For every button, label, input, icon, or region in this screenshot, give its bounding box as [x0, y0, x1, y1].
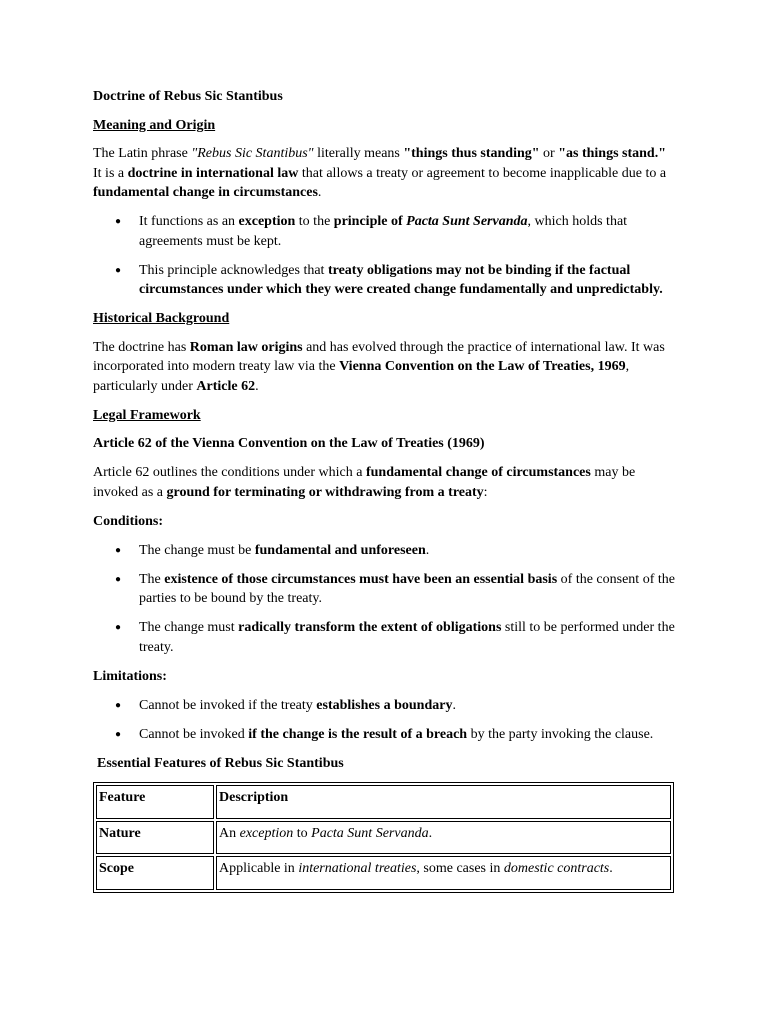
history-paragraph [93, 338, 678, 397]
bullet-icon: ● [115, 728, 122, 740]
text-run: existence of those circumstances must have been an essential basis [164, 571, 558, 587]
feature-cell: Nature [96, 821, 214, 855]
bullet-icon: ● [115, 544, 122, 556]
text-run: exception [239, 825, 294, 841]
meaning-paragraph [93, 144, 678, 203]
text-run: fundamental and unforeseen [254, 542, 426, 558]
text-run: Roman law origins [189, 339, 303, 355]
text-run: . [428, 825, 433, 841]
text-run: Pacta Sunt Servanda [406, 214, 528, 229]
text-run: "as things stand." [558, 146, 666, 161]
text-run: fundamental change of circumstances [365, 465, 591, 480]
list-item-text [139, 620, 675, 655]
text-run: to the [295, 214, 334, 229]
bullet-icon: ● [115, 573, 122, 585]
meaning-bullet-list [93, 212, 678, 300]
text-run: Cannot be invoked if the treaty [139, 697, 317, 713]
list-item-text [139, 698, 456, 713]
text-run: Article 62 [196, 378, 256, 394]
text-run: . [255, 378, 259, 394]
list-item [93, 725, 678, 745]
text-run: ground for terminating or withdrawing from a treaty [166, 484, 484, 500]
text-run: It is a [93, 165, 128, 181]
text-run: by the party invoking the clause. [467, 726, 654, 742]
text-run: if the change is the result of a breach [248, 726, 468, 742]
limitations-label: Limitations: [93, 668, 167, 684]
article-62-subheading: Article 62 of the Vienna Convention on the Law of Treaties (1969) [93, 436, 485, 451]
text-run: "Rebus Sic Stantibus" [191, 146, 314, 161]
text-run: The Latin phrase [93, 146, 192, 161]
text-run: Article 62 outlines the conditions under which a [93, 465, 366, 480]
text-run: treaty obligations may not be binding if the factual circumstances under which they were created change fundamentally and unpredictably. [139, 262, 663, 297]
text-run: The doctrine has [93, 339, 190, 355]
list-item [93, 541, 678, 561]
text-run: The [139, 571, 165, 587]
text-run: still to be performed under the treaty. [139, 620, 675, 655]
header-cell-description: Description [216, 785, 671, 819]
text-run: domestic contracts [503, 861, 610, 876]
text-run: The change must [139, 620, 239, 635]
table-row [96, 856, 671, 890]
document-title: Doctrine of Rebus Sic Stantibus [93, 89, 283, 104]
bullet-icon: ● [115, 216, 122, 227]
text-run: An [219, 825, 240, 841]
section-heading-history: Historical Background [93, 311, 230, 326]
list-item [93, 570, 678, 609]
list-item-text [139, 214, 627, 249]
text-run: It functions as an [139, 214, 239, 229]
section-heading-meaning: Meaning and Origin [93, 117, 216, 133]
text-run: exception [238, 214, 296, 229]
description-cell [216, 856, 671, 890]
list-item-text [139, 727, 653, 742]
text-run: principle of [333, 214, 407, 229]
list-item-text [139, 543, 429, 558]
bullet-icon: ● [115, 622, 122, 633]
list-item [93, 696, 678, 716]
text-run: and has evolved through the practice of international law. It was incorporated into modern treaty law via the [93, 339, 665, 374]
list-item [93, 618, 678, 657]
text-run: literally means [313, 146, 404, 161]
text-run: Applicable in [219, 861, 299, 876]
text-run: radically transform the extent of obligations [238, 620, 502, 635]
table-header-row [96, 785, 671, 819]
document-body [93, 87, 678, 893]
text-run: doctrine in international law [127, 165, 299, 181]
list-item-text [139, 263, 663, 298]
text-run: The change must be [139, 542, 255, 558]
limitations-list [93, 696, 678, 745]
text-run: . [609, 861, 613, 876]
text-run: that allows a treaty or agreement to become inapplicable due to a [298, 165, 667, 181]
text-run: Pacta Sunt Servanda [311, 825, 429, 841]
list-item [93, 212, 678, 251]
list-item [93, 261, 678, 300]
text-run: , some cases in [416, 861, 504, 876]
text-run: or [539, 146, 559, 161]
text-run: . [452, 697, 456, 713]
text-run: This principle acknowledges that [139, 262, 328, 278]
text-run: . [317, 185, 322, 200]
description-cell [216, 821, 671, 855]
text-run: may be invoked as a [93, 465, 636, 500]
text-run: to [293, 825, 312, 841]
text-run: international treaties [298, 861, 417, 876]
text-run: , particularly under [93, 359, 630, 394]
header-cell-feature: Feature [96, 785, 214, 819]
conditions-list [93, 541, 678, 658]
text-run: : [483, 484, 488, 500]
text-run: . [425, 542, 430, 558]
section-heading-legal: Legal Framework [93, 407, 201, 423]
text-run: Cannot be invoked [139, 726, 249, 742]
features-table-title: Essential Features of Rebus Sic Stantibus [97, 755, 344, 771]
text-run: Vienna Convention on the Law of Treaties, 1969 [339, 359, 626, 374]
text-run: , which holds that agreements must be kept. [139, 214, 628, 249]
text-run: of the consent of the parties to be bound by the treaty. [139, 571, 675, 606]
legal-paragraph [93, 463, 678, 502]
text-run: fundamental change in circumstances [93, 185, 318, 200]
list-item-text [139, 572, 675, 607]
bullet-icon: ● [115, 699, 122, 711]
text-run: "things thus standing" [403, 146, 540, 161]
text-run: establishes a boundary [316, 697, 453, 713]
bullet-icon: ● [115, 264, 122, 276]
conditions-label: Conditions: [93, 513, 164, 529]
features-table [93, 782, 674, 893]
feature-cell: Scope [96, 856, 214, 890]
table-row [96, 821, 671, 855]
